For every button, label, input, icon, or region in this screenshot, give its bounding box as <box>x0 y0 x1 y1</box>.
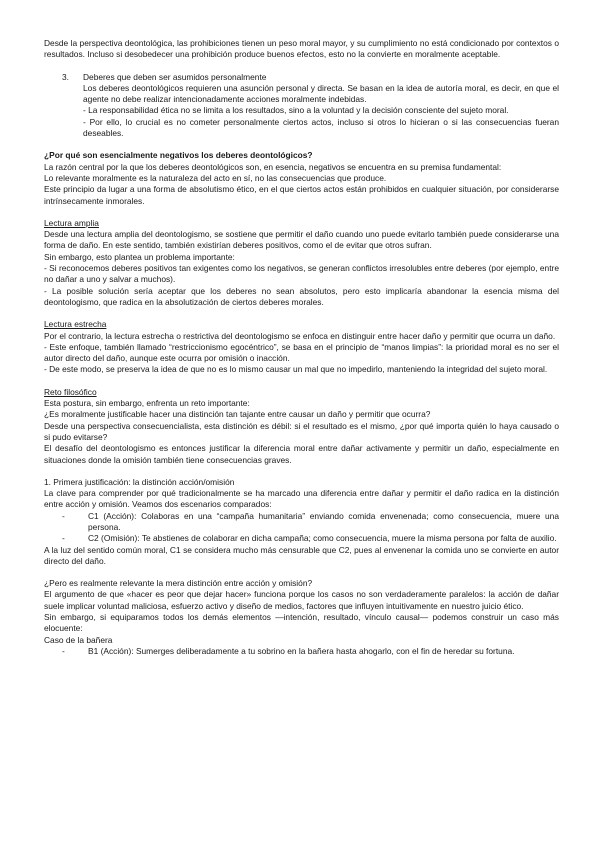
list-dash: - <box>62 510 65 521</box>
item-bullet: - La responsabilidad ética no se limita a los resultados, sino a la voluntad y la decisión consciente del sujeto moral. <box>83 105 509 116</box>
paragraph: Desde una perspectiva consecuencialista, esta distinción es débil: si el resultado es el mismo, ¿por qué importa quién lo haya causado o si pudo evitarse? <box>44 420 559 442</box>
list-dash: - <box>62 533 65 544</box>
paragraph-intro: Desde la perspectiva deontológica, las prohibiciones tienen un peso moral mayor, y su cumplimiento no está condicionado por contextos o resultados. Incluso si desobedecer una prohibición produce buenos efectos, esto no la convierte en moralmente aceptable. <box>44 38 559 60</box>
document-page <box>44 38 559 657</box>
list-dash: - <box>62 645 65 656</box>
paragraph: La razón central por la que los deberes deontológicos son, en esencia, negativos se encuentra en su premisa fundamental: <box>44 161 502 172</box>
paragraph: - Este enfoque, también llamado “restriccionismo egocéntrico”, se basa en el principio de “manos limpias”: la prioridad moral es no ser el autor directo del daño, aunque este ocurra por omisión o inacción. <box>44 341 559 364</box>
section-heading-amplia: Lectura amplia <box>44 217 99 228</box>
paragraph: Sin embargo, esto plantea un problema importante: <box>44 251 235 262</box>
item-number: 3. <box>62 71 69 82</box>
paragraph: Por el contrario, la lectura estrecha o restrictiva del deontologismo se enfoca en distinguir entre hacer daño y permitir que ocurra un daño. <box>44 330 556 341</box>
paragraph: A la luz del sentido común moral, C1 se considera mucho más censurable que C2, pues al envenenar la comida uno se convierte en autor directo del daño. <box>44 544 559 566</box>
section-heading-why: ¿Por qué son esencialmente negativos los deberes deontológicos? <box>44 150 313 161</box>
paragraph: - Si reconocemos deberes positivos tan exigentes como los negativos, se generan conflictos irresolubles entre deberes (por ejemplo, entre no dañar a uno y salvar a muchos). <box>44 263 559 285</box>
list-item <box>62 646 559 657</box>
item-text: Los deberes deontológicos requieren una asunción personal y directa. Se basan en la idea de autoría moral, es decir, en que el agente no debe realizar intencionadamente acciones moralmente indebidas. <box>83 82 559 105</box>
section-heading-estrecha: Lectura estrecha <box>44 319 107 330</box>
item-bullet: - Por ello, lo crucial es no cometer personalmente ciertos actos, incluso si otros lo hicieran o si las consecuencias fueran deseables. <box>83 116 559 139</box>
paragraph: El desafío del deontologismo es entonces justificar la diferencia moral entre dañar activamente y permitir un daño, especialmente en situaciones donde la omisión también tiene consecuencias graves. <box>44 443 559 465</box>
list-item <box>62 533 559 544</box>
section-heading-justificacion: 1. Primera justificación: la distinción acción/omisión <box>44 476 235 487</box>
paragraph: El argumento de que «hacer es peor que dejar hacer» funciona porque los casos no son verdaderamente paralelos: la acción de dañar suele implicar voluntad maliciosa, esfuerzo activo y diseño de medios, factores que influyen intuitivamente en nuestro juicio ético. <box>44 589 559 611</box>
item-heading: Deberes que deben ser asumidos personalmente <box>83 71 267 82</box>
paragraph: Lo relevante moralmente es la naturaleza del acto en sí, no las consecuencias que produce. <box>44 172 387 183</box>
section-heading-pero: ¿Pero es realmente relevante la mera distinción entre acción y omisión? <box>44 578 313 589</box>
paragraph: Desde una lectura amplia del deontologismo, se sostiene que permitir el daño cuando uno puede evitarlo también puede considerarse una forma de daño. En este sentido, también existirían deberes positivos, como el de evitar que otros sufran. <box>44 229 559 251</box>
paragraph: Sin embargo, si equiparamos todos los demás elementos —intención, resultado, vínculo causal— podemos construir un caso más elocuente: <box>44 612 559 634</box>
paragraph: La clave para comprender por qué tradicionalmente se ha marcado una diferencia entre dañar y permitir el daño radica en la distinción entre acción y omisión. Veamos dos escenarios comparados: <box>44 488 559 510</box>
list-item-text: C1 (Acción): Colaboras en una “campaña humanitaria” enviando comida envenenada; como consecuencia, muere una persona. <box>88 510 559 532</box>
list-item <box>62 511 559 534</box>
paragraph: - De este modo, se preserva la idea de que no es lo mismo causar un mal que no impedirlo, manteniendo la integridad del sujeto moral. <box>44 364 548 375</box>
numbered-item-3 <box>62 72 559 140</box>
paragraph: Esta postura, sin embargo, enfrenta un reto importante: <box>44 398 250 409</box>
list-item-text: B1 (Acción): Sumerges deliberadamente a tu sobrino en la bañera hasta ahogarlo, con el fin de heredar su fortuna. <box>88 645 515 656</box>
paragraph: Este principio da lugar a una forma de absolutismo ético, en el que ciertos actos están prohibidos en cualquier situación, por considerarse intrínsecamente inmorales. <box>44 184 559 206</box>
section-heading-reto: Reto filosófico <box>44 386 97 397</box>
paragraph: ¿Es moralmente justificable hacer una distinción tan tajante entre causar un daño y permitir que ocurra? <box>44 409 431 420</box>
list-item-text: C2 (Omisión): Te abstienes de colaborar en dicha campaña; como consecuencia, muere la misma persona por falta de auxilio. <box>88 533 557 544</box>
paragraph: Caso de la bañera <box>44 634 113 645</box>
paragraph: - La posible solución sería aceptar que los deberes no sean absolutos, pero esto implicaría abandonar la esencia misma del deontologismo, que radica en la absolutización de ciertos deberes morales. <box>44 285 559 307</box>
